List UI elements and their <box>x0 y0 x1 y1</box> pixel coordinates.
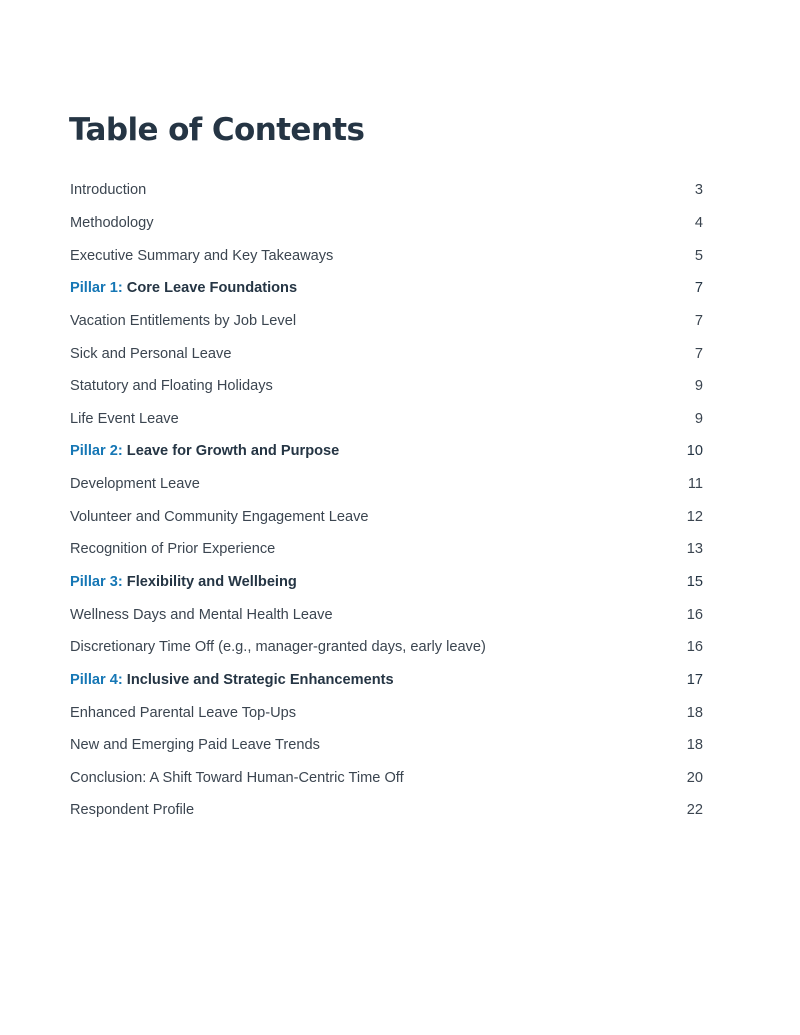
toc-entry-label <box>70 672 394 688</box>
toc-page-number: 3 <box>694 182 703 199</box>
toc-entry-label: Statutory and Floating Holidays <box>70 378 273 395</box>
toc-entry[interactable] <box>70 533 703 566</box>
toc-entry[interactable] <box>70 174 703 207</box>
toc-entry-label: Discretionary Time Off (e.g., manager-granted days, early leave) <box>70 639 486 656</box>
toc-pillar-entry[interactable] <box>70 566 703 599</box>
toc-entry-label: Conclusion: A Shift Toward Human-Centric Time Off <box>70 769 404 786</box>
pillar-title: Core Leave Foundations <box>126 280 298 297</box>
toc-entry-label <box>70 443 339 459</box>
toc-page-number: 10 <box>686 443 703 460</box>
toc-entry-label <box>70 280 297 296</box>
toc-page-number: 9 <box>694 410 703 427</box>
toc-entry-label: Executive Summary and Key Takeaways <box>70 247 334 264</box>
toc-pillar-entry[interactable] <box>70 664 703 697</box>
toc-entry[interactable] <box>70 729 703 762</box>
toc-page-number: 5 <box>694 247 703 264</box>
toc-page-number: 16 <box>686 606 703 623</box>
toc-page-number: 15 <box>686 574 703 590</box>
toc-page-number: 11 <box>687 476 703 493</box>
toc-page-number: 16 <box>686 639 703 656</box>
toc-page-number: 22 <box>686 802 703 819</box>
toc-entry[interactable] <box>70 305 703 338</box>
toc-entry[interactable] <box>70 598 703 631</box>
toc-entry-label: Recognition of Prior Experience <box>70 541 276 558</box>
pillar-number: Pillar 1: <box>70 280 123 297</box>
toc-page-number: 18 <box>686 737 703 754</box>
toc-entry[interactable] <box>70 631 703 664</box>
toc-page-number: 17 <box>686 671 703 688</box>
toc-entry-label: Sick and Personal Leave <box>70 345 232 362</box>
toc-entry-label: Respondent Profile <box>70 802 195 819</box>
toc-page-number: 7 <box>694 345 703 362</box>
toc-entry[interactable] <box>70 762 703 795</box>
toc-page-number: 18 <box>686 704 703 721</box>
toc-entry[interactable] <box>70 500 703 533</box>
toc-entry-label: Volunteer and Community Engagement Leave <box>70 508 369 525</box>
toc-pillar-entry[interactable] <box>70 272 703 305</box>
toc-page-number: 7 <box>694 312 703 329</box>
pillar-number: Pillar 2: <box>70 443 123 460</box>
toc-entry-label: New and Emerging Paid Leave Trends <box>70 737 320 754</box>
toc-entry-label: Enhanced Parental Leave Top-Ups <box>70 704 297 721</box>
toc-entry[interactable] <box>70 239 703 272</box>
toc-pillar-entry[interactable] <box>70 435 703 468</box>
toc-entry[interactable] <box>70 794 703 827</box>
pillar-number: Pillar 4: <box>70 671 123 688</box>
toc-page-number: 12 <box>686 508 703 525</box>
toc-page-number: 7 <box>694 280 703 297</box>
toc-page-number: 13 <box>686 541 703 558</box>
toc-entry-label: Life Event Leave <box>70 410 179 427</box>
toc-entry-label: Development Leave <box>70 476 200 493</box>
toc-entry-label: Wellness Days and Mental Health Leave <box>70 606 333 623</box>
pillar-number: Pillar 3: <box>70 574 123 590</box>
toc-page-number: 9 <box>694 378 703 395</box>
toc-entry[interactable] <box>70 402 703 435</box>
pillar-title: Flexibility and Wellbeing <box>126 574 297 590</box>
toc-page-number: 20 <box>686 769 703 786</box>
pillar-title: Leave for Growth and Purpose <box>126 443 340 460</box>
toc-entry[interactable] <box>70 370 703 403</box>
toc-entry-label <box>70 574 297 590</box>
toc-entry[interactable] <box>70 696 703 729</box>
toc-list <box>70 174 703 827</box>
toc-entry-label: Introduction <box>70 182 147 199</box>
toc-entry[interactable] <box>70 337 703 370</box>
toc-entry-label: Methodology <box>70 214 154 231</box>
page-title: Table of Contents <box>69 112 365 148</box>
toc-entry-label: Vacation Entitlements by Job Level <box>70 312 297 329</box>
toc-page-number: 4 <box>694 214 703 231</box>
toc-entry[interactable] <box>70 468 703 501</box>
toc-entry[interactable] <box>70 207 703 240</box>
pillar-title: Inclusive and Strategic Enhancements <box>126 671 394 688</box>
